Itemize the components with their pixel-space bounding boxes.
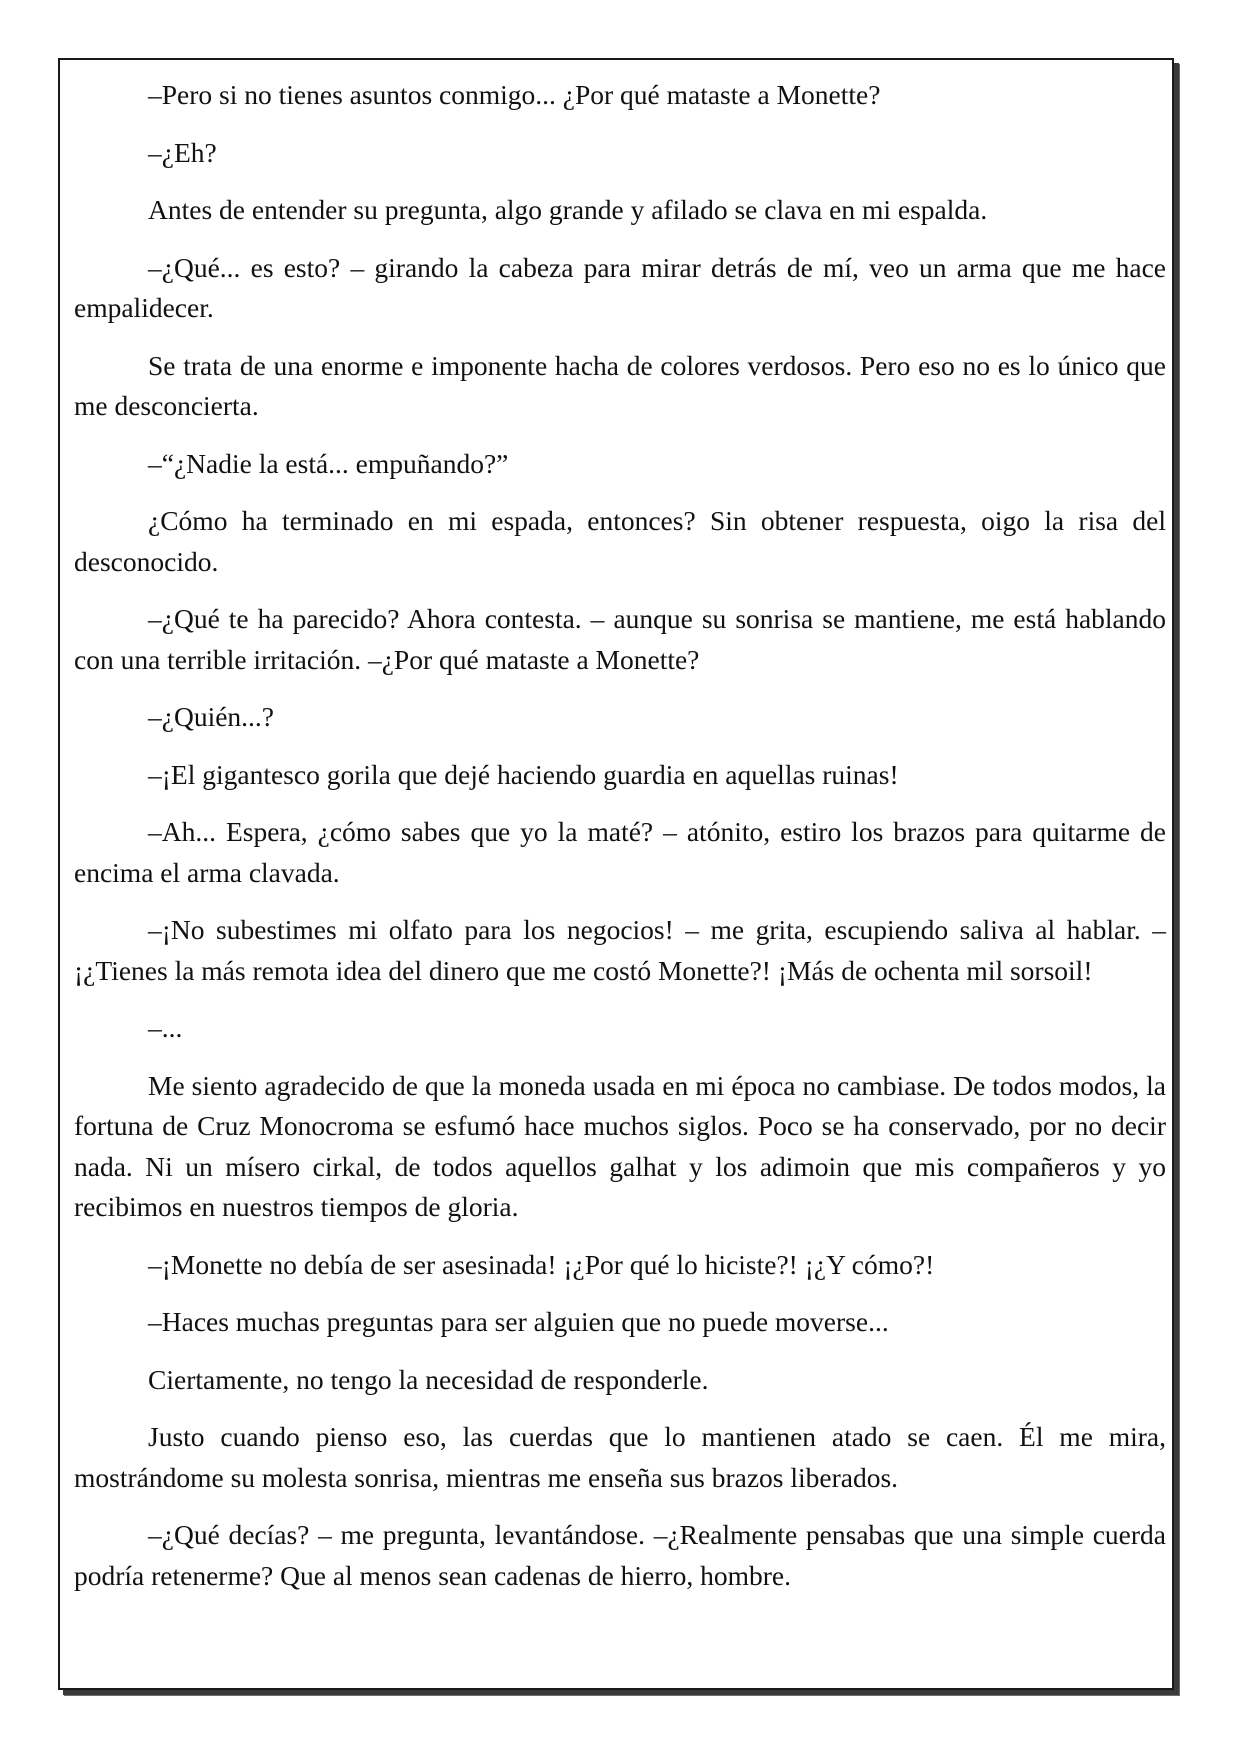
paragraph: ¿Cómo ha terminado en mi espada, entonces? Sin obtener respuesta, oigo la risa del desconocido. xyxy=(74,505,1166,577)
paragraph: –¡El gigantesco gorila que dejé haciendo guardia en aquellas ruinas! xyxy=(148,758,899,790)
paragraph: Me siento agradecido de que la moneda usada en mi época no cambiase. De todos modos, la fortuna de Cruz Monocroma se esfumó hace muchos siglos. Poco se ha conservado, por no decir nada. Ni un mísero cirkal, de todos aquellos galhat y los adimoin que mis compañeros y yo recibimos en nuestros tiempos de gloria. xyxy=(74,1069,1166,1222)
paragraph: Ciertamente, no tengo la necesidad de responderle. xyxy=(148,1363,709,1395)
paragraph: –¿Qué te ha parecido? Ahora contesta. – aunque su sonrisa se mantiene, me está hablando con una terrible irritación. –¿Por qué mataste a Monette? xyxy=(74,603,1166,675)
paragraph: –“¿Nadie la está... empuñando?” xyxy=(148,447,509,479)
paragraph: –¿Qué... es esto? – girando la cabeza para mirar detrás de mí, veo un arma que me hace empalidecer. xyxy=(74,251,1166,323)
paragraph: –¡No subestimes mi olfato para los negocios! – me grita, escupiendo saliva al hablar. –¡¿Tienes la más remota idea del dinero que me costó Monette?! ¡Más de ochenta mil sorsoil! xyxy=(74,914,1166,986)
paragraph: –Haces muchas preguntas para ser alguien que no puede moverse... xyxy=(148,1306,889,1337)
paragraph: Se trata de una enorme e imponente hacha de colores verdosos. Pero eso no es lo único que me desconcierta. xyxy=(74,349,1166,421)
page-text xyxy=(74,75,1166,1596)
paragraph: –¡Monette no debía de ser asesinada! ¡¿Por qué lo hiciste?! ¡¿Y cómo?! xyxy=(148,1248,935,1280)
paragraph: –Ah... Espera, ¿cómo sabes que yo la maté? – atónito, estiro los brazos para quitarme de encima el arma clavada. xyxy=(74,816,1166,888)
paragraph: –¿Quién...? xyxy=(148,701,274,732)
paragraph: Antes de entender su pregunta, algo grande y afilado se clava en mi espalda. xyxy=(148,194,988,225)
paragraph: –Pero si no tienes asuntos conmigo... ¿Por qué mataste a Monette? xyxy=(148,79,881,110)
paragraph: –¿Qué decías? – me pregunta, levantándose. –¿Realmente pensabas que una simple cuerda podría retenerme? Que al menos sean cadenas de hierro, hombre. xyxy=(74,1519,1166,1591)
paragraph: –... xyxy=(148,1012,183,1043)
paragraph: –¿Eh? xyxy=(148,136,217,168)
paragraph: Justo cuando pienso eso, las cuerdas que lo mantienen atado se caen. Él me mira, mostrándome su molesta sonrisa, mientras me enseña sus brazos liberados. xyxy=(74,1421,1166,1493)
